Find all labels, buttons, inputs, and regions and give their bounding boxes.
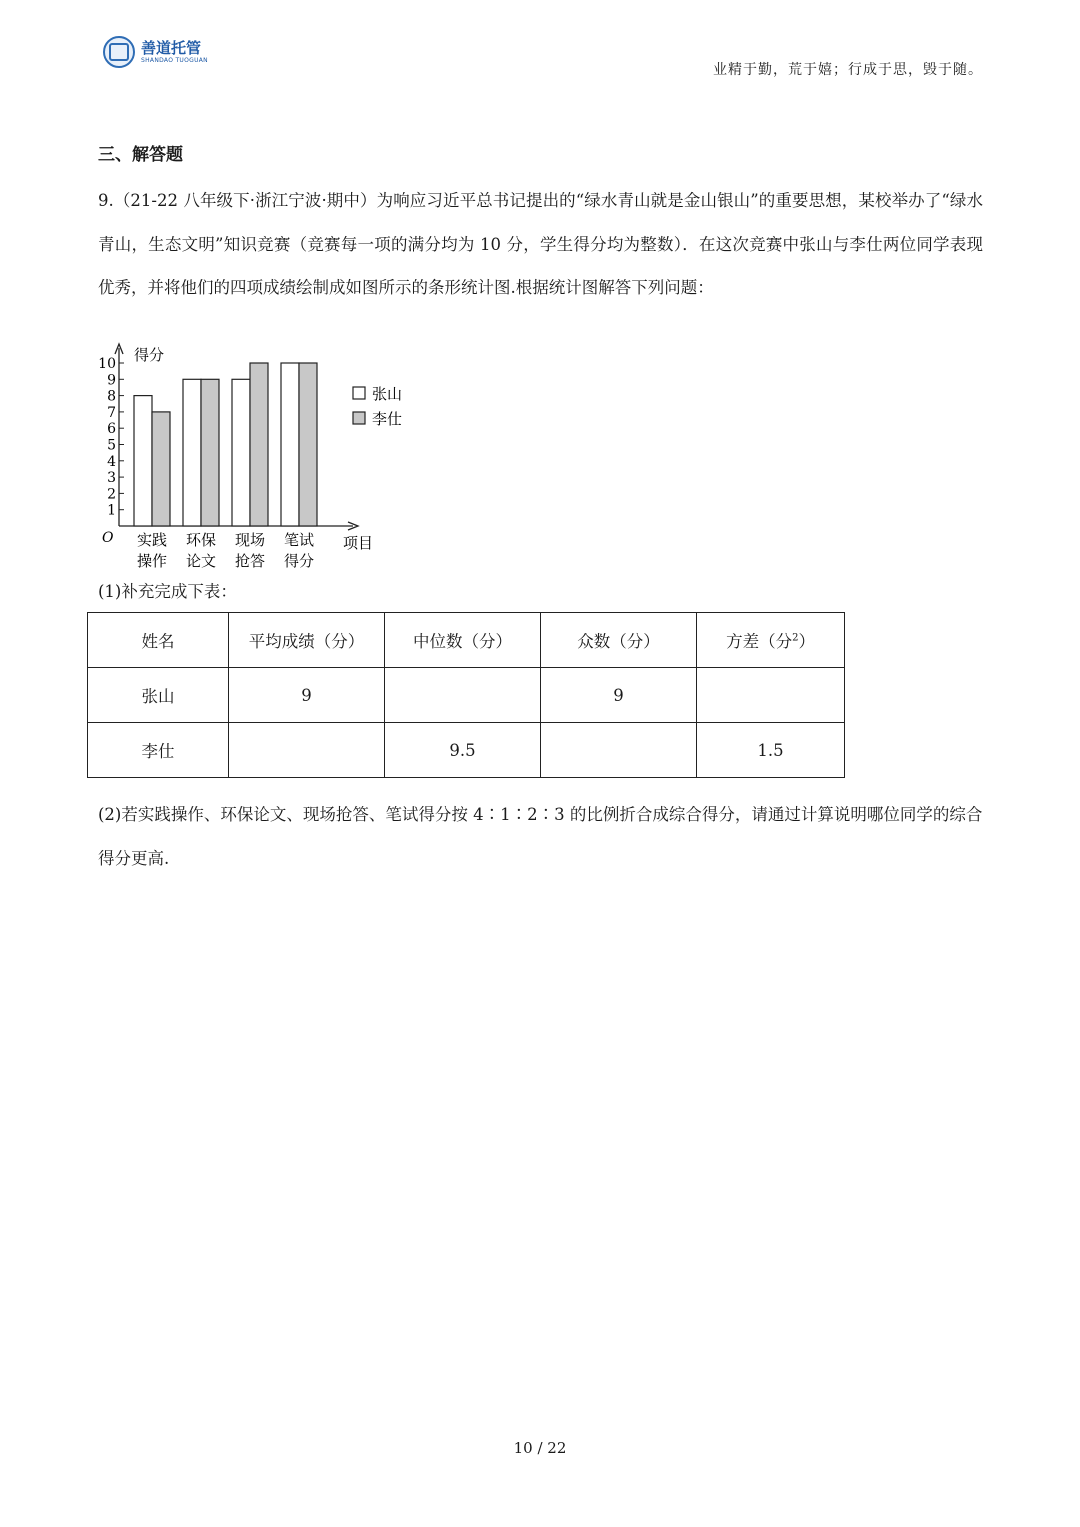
logo-emblem-icon — [103, 36, 135, 68]
table-header-row — [88, 613, 845, 668]
header-name: 姓名 — [88, 613, 229, 668]
y-tick-label: 7 — [107, 404, 116, 421]
bar-zhangshan — [281, 363, 299, 526]
table-cell: 9.5 — [385, 723, 541, 778]
x-tick-label: 抢答 — [234, 552, 266, 570]
table-cell: 1.5 — [697, 723, 845, 778]
y-tick-label: 5 — [107, 437, 116, 454]
y-tick-label: 8 — [107, 388, 116, 405]
table-cell — [385, 668, 541, 723]
subquestion-2: (2)若实践操作、环保论文、现场抢答、笔试得分按 4∶1∶2∶3 的比例折合成综合得分，请通过计算说明哪位同学的综合得分更高. — [98, 805, 983, 868]
y-axis-label: 得分 — [134, 346, 165, 364]
x-tick-label: 实践 — [136, 531, 168, 549]
y-tick-label: 6 — [107, 421, 116, 438]
bar-zhangshan — [183, 379, 201, 526]
table-cell: 李仕 — [88, 723, 229, 778]
x-tick-label: 论文 — [185, 552, 217, 570]
y-tick-label: 9 — [107, 372, 116, 389]
x-tick-label: 环保 — [185, 531, 217, 549]
legend-swatch — [353, 387, 365, 399]
bar-lishi — [250, 363, 268, 526]
header-motto: 业精于勤，荒于嬉；行成于思，毁于随。 — [713, 62, 983, 78]
subquestion-1: (1)补充完成下表： — [98, 582, 237, 601]
header-mode: 众数（分） — [541, 613, 697, 668]
table-cell — [229, 723, 385, 778]
section-title: 三、解答题 — [98, 145, 183, 165]
legend-label: 张山 — [372, 385, 403, 403]
logo — [103, 36, 208, 68]
x-tick-label: 现场 — [234, 531, 266, 549]
x-tick-label: 笔试 — [283, 531, 315, 549]
bar-lishi — [152, 412, 170, 526]
logo-name: 善道托管 — [141, 39, 202, 57]
header-median: 中位数（分） — [385, 613, 541, 668]
legend-swatch — [353, 412, 365, 424]
header-variance: 方差（分$^2$） — [697, 613, 845, 668]
logo-name-en: SHANDAO TUOGUAN — [141, 57, 208, 64]
y-tick-label: 10 — [98, 356, 116, 372]
table-cell — [541, 723, 697, 778]
x-tick-label: 操作 — [136, 552, 168, 570]
x-tick-label: 得分 — [283, 552, 315, 570]
y-tick-label: 3 — [107, 470, 116, 487]
bar-zhangshan — [232, 379, 250, 526]
header-mean: 平均成绩（分） — [229, 613, 385, 668]
bar-lishi — [201, 379, 219, 526]
table-cell: 张山 — [88, 668, 229, 723]
question-text: 9.（21-22 八年级下·浙江宁波·期中）为响应习近平总书记提出的“绿水青山就是金山银山”的重要思想，某校举办了“绿水青山，生态文明”知识竞赛（竞赛每一项的满分均为 10 分，学生得分均为整数）．在这次竞赛中张山与李仕两位同学表现优秀，并将他们的四项成绩绘制成如图所示的条形统计图.根据统计图解答下列问题： — [98, 191, 983, 297]
legend-label: 李仕 — [372, 410, 403, 428]
x-axis-label: 项目 — [343, 534, 374, 552]
y-tick-label: 4 — [107, 453, 116, 470]
page-number: 10 / 22 — [513, 1439, 567, 1457]
table-row — [88, 668, 845, 723]
table-cell: 9 — [541, 668, 697, 723]
bar-chart — [98, 340, 428, 572]
table-cell: 9 — [229, 668, 385, 723]
table-cell — [697, 668, 845, 723]
bar-zhangshan — [134, 396, 152, 526]
score-table — [87, 612, 845, 778]
origin-label: O — [102, 530, 114, 546]
table-row — [88, 723, 845, 778]
y-tick-label: 2 — [107, 486, 116, 503]
bar-lishi — [299, 363, 317, 526]
y-tick-label: 1 — [107, 502, 116, 519]
